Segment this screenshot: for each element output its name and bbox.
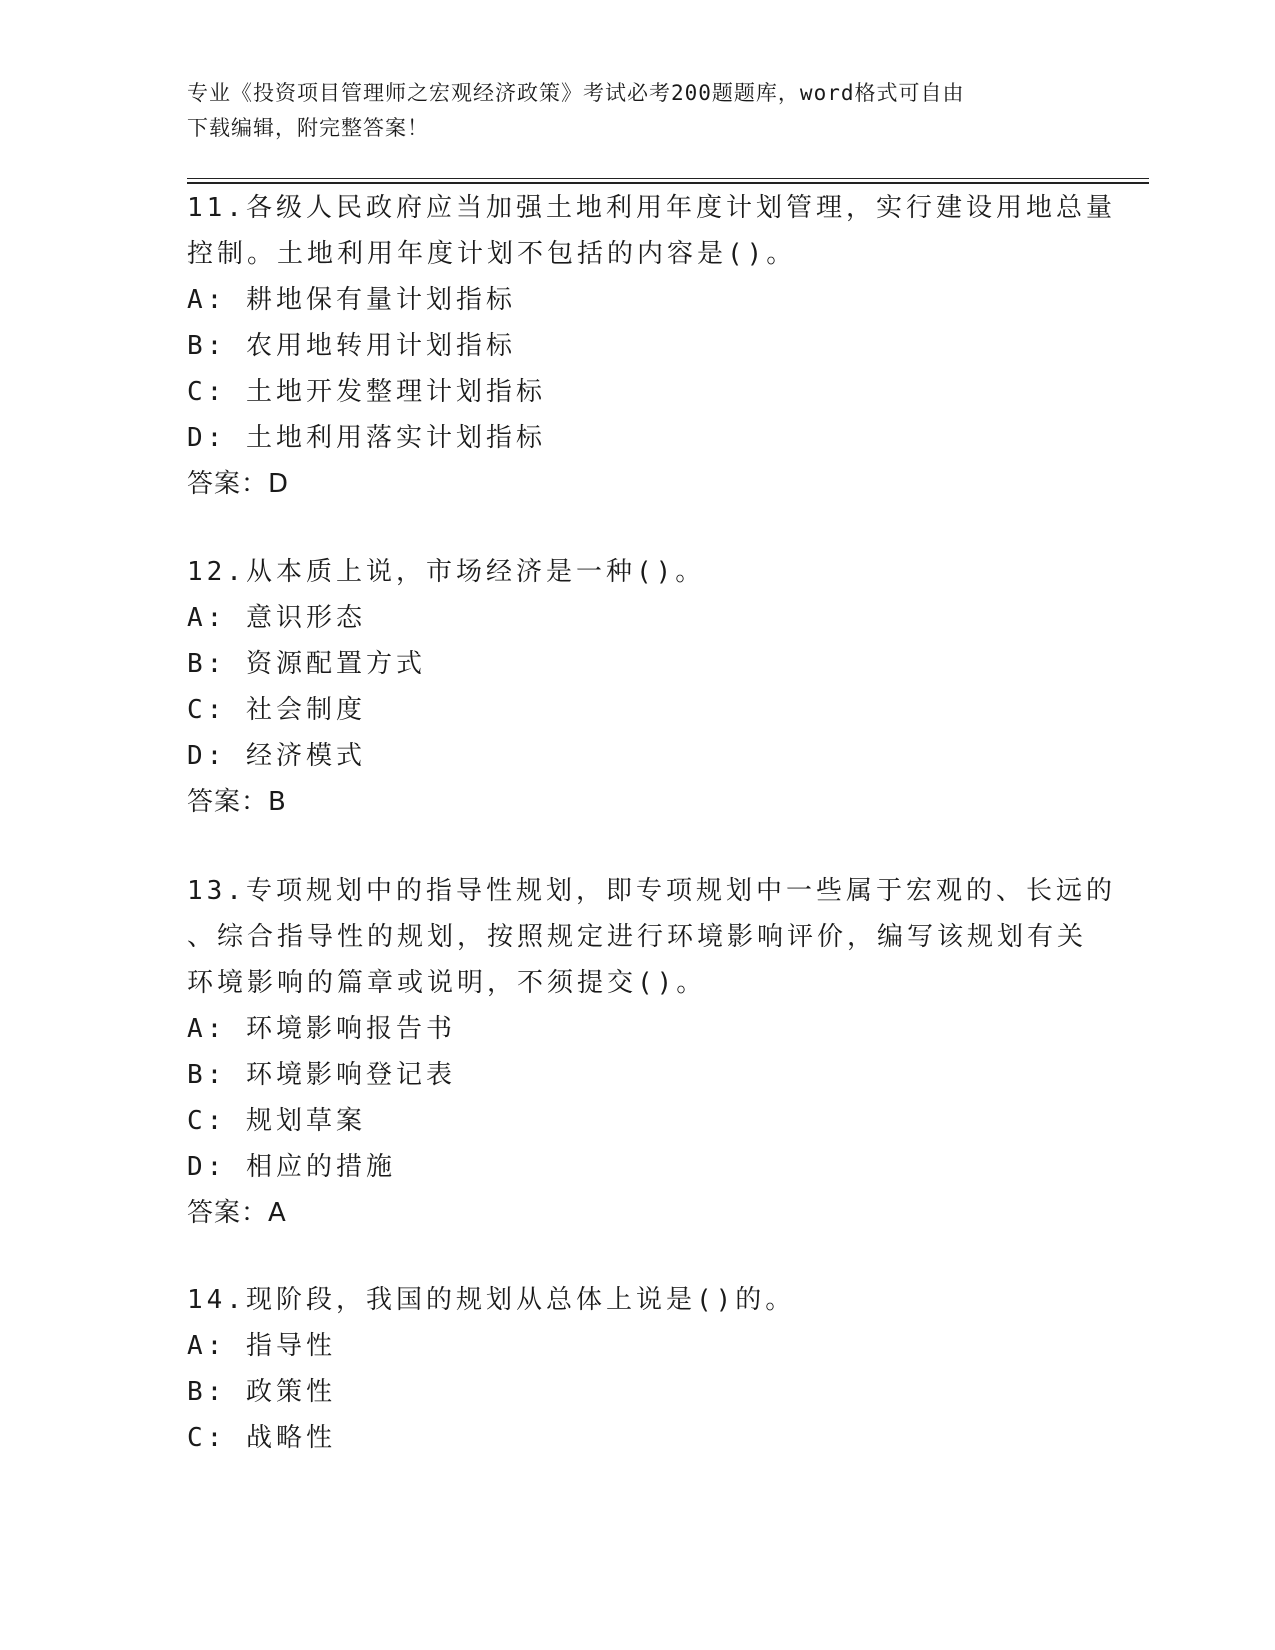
option-c: C: 土地开发整理计划指标 <box>187 377 546 407</box>
option-c: C: 社会制度 <box>187 695 366 725</box>
question-12 <box>187 549 1087 825</box>
answer: 答案：D <box>187 469 290 499</box>
option-c: C: 规划草案 <box>187 1106 366 1136</box>
option-d: D: 经济模式 <box>187 741 366 771</box>
question-stem-line: 11.各级人民政府应当加强土地利用年度计划管理，实行建设用地总量 <box>187 193 1116 223</box>
option-b: B: 环境影响登记表 <box>187 1060 456 1090</box>
question-stem-line: 环境影响的篇章或说明，不须提交()。 <box>187 968 707 998</box>
question-14 <box>187 1277 1087 1461</box>
option-d: D: 相应的措施 <box>187 1152 396 1182</box>
header-divider-thick <box>187 182 1149 184</box>
question-stem-line: 14.现阶段，我国的规划从总体上说是()的。 <box>187 1285 796 1315</box>
option-a: A: 环境影响报告书 <box>187 1014 456 1044</box>
option-b: B: 资源配置方式 <box>187 649 426 679</box>
option-b: B: 政策性 <box>187 1377 336 1407</box>
question-stem-line: 12.从本质上说，市场经济是一种()。 <box>187 557 706 587</box>
document-header <box>187 76 1087 146</box>
option-c: C: 战略性 <box>187 1423 336 1453</box>
option-a: A: 耕地保有量计划指标 <box>187 285 516 315</box>
question-stem-line: 13.专项规划中的指导性规划，即专项规划中一些属于宏观的、长远的 <box>187 876 1116 906</box>
answer: 答案：A <box>187 1198 287 1228</box>
header-line-2: 下载编辑，附完整答案！ <box>187 116 429 140</box>
question-13 <box>187 868 1116 1236</box>
answer: 答案：B <box>187 787 287 817</box>
question-stem-line: 控制。土地利用年度计划不包括的内容是()。 <box>187 239 797 269</box>
option-a: A: 意识形态 <box>187 603 366 633</box>
header-divider-thin <box>187 178 1149 179</box>
option-b: B: 农用地转用计划指标 <box>187 331 516 361</box>
option-a: A: 指导性 <box>187 1331 336 1361</box>
question-11 <box>187 185 1116 507</box>
question-stem-line: 、综合指导性的规划，按照规定进行环境影响评价，编写该规划有关 <box>187 922 1088 952</box>
header-line-1: 专业《投资项目管理师之宏观经济政策》考试必考200题题库，word格式可自由 <box>187 81 965 105</box>
option-d: D: 土地利用落实计划指标 <box>187 423 546 453</box>
